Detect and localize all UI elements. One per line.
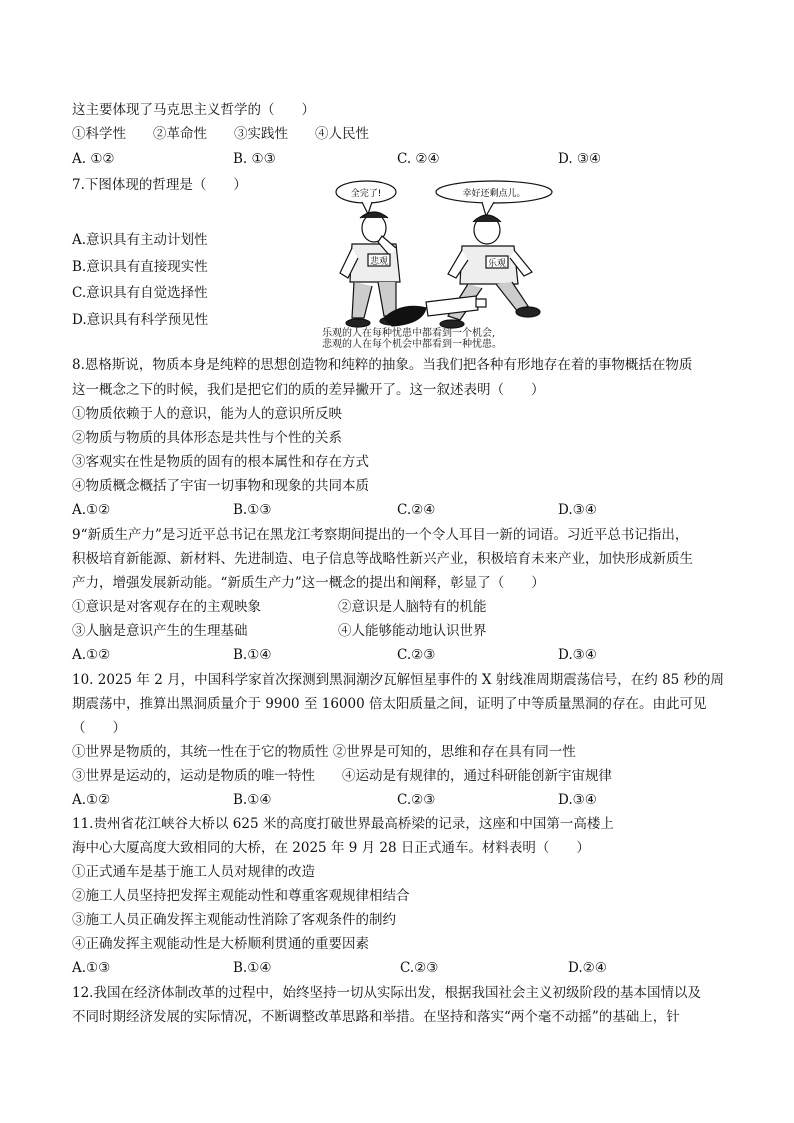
q9-item-1: ①意识是对客观存在的主观映象	[72, 599, 261, 615]
q11-option-a: A.①③	[72, 960, 111, 976]
q11-item-4: ④正确发挥主观能动性是大桥顺利贯通的重要因素	[72, 936, 369, 952]
q11-stem-line-2: 海中心大厦高度大致相同的大桥，在 2025 年 9 月 28 日正式通车。材料表明（ ）	[72, 840, 590, 856]
q7-option-c: C.意识具有自觉选择性	[72, 285, 208, 301]
q7-stem: 7.下图体现的哲理是（ ）	[72, 177, 247, 193]
q8-option-d: D.③④	[558, 502, 597, 518]
optimist-shirt-label: 乐观	[487, 259, 507, 269]
q10-option-d: D.③④	[558, 792, 597, 808]
q10-stem-line-3: （ ）	[72, 720, 126, 736]
q10-stem-line-1: 10. 2025 年 2 月，中国科学家首次探测到黑洞潮汐瓦解恒星事件的 X 射线准周期震荡信号，在约 85 秒的周	[72, 672, 725, 688]
q8-stem-line-2: 这一概念之下的时候，我们是把它们的质的差异撇开了。这一叙述表明（ ）	[72, 382, 545, 398]
pessimist-figure	[340, 212, 404, 327]
q10-option-a: A.①②	[72, 792, 111, 808]
q10-items-line-2: ③世界是运动的，运动是物质的唯一特性 ④运动是有规律的，通过科研能创新宇宙规律	[72, 768, 612, 784]
q7-option-d: D.意识具有科学预见性	[72, 312, 209, 328]
q9-option-a: A.①②	[72, 647, 111, 663]
q8-option-b: B.①③	[233, 502, 272, 518]
left-speech-bubble	[336, 181, 396, 214]
q9-item-3: ③人脑是意识产生的生理基础	[72, 623, 248, 639]
q7-option-b: B.意识具有直接现实性	[72, 259, 208, 275]
q11-stem-line-1: 11.贵州省花江峡谷大桥以 625 米的高度打破世界最高桥梁的记录，这座和中国第一高楼上	[72, 816, 614, 832]
q7-cartoon	[322, 178, 722, 348]
q8-option-a: A.①②	[72, 502, 111, 518]
q11-item-3: ③施工人员正确发挥主观能动性消除了客观条件的制约	[72, 912, 396, 928]
pessimist-shirt-label: 悲观	[369, 257, 389, 267]
q9-stem-line-1: 9“新质生产力”是习近平总书记在黑龙江考察期间提出的一个令人耳目一新的词语。习近平总书记指出，	[72, 527, 689, 543]
q10-option-b: B.①④	[233, 792, 272, 808]
q8-item-2: ②物质与物质的具体形态是共性与个性的关系	[72, 430, 342, 446]
q11-option-b: B.①④	[233, 960, 272, 976]
q6-statements: ①科学性 ②革命性 ③实践性 ④人民性	[72, 126, 369, 142]
q10-items-line-1: ①世界是物质的，其统一性在于它的物质性 ②世界是可知的，思维和存在具有同一性	[72, 744, 576, 760]
q9-stem-line-3: 产力，增强发展新动能。“新质生产力”这一概念的提出和阐释，彰显了（ ）	[72, 575, 545, 591]
q6-stem-continuation: 这主要体现了马克思主义哲学的（ ）	[72, 102, 315, 118]
q8-item-3: ③客观实在性是物质的固有的根本属性和存在方式	[72, 454, 369, 470]
q11-option-c: C.②③	[400, 960, 439, 976]
q10-stem-line-2: 期震荡中，推算出黑洞质量介于 9900 至 16000 倍太阳质量之间，证明了中等质量黑洞的存在。由此可见	[72, 696, 707, 712]
q12-stem-line-1: 12.我国在经济体制改革的过程中，始终坚持一切从实际出发，根据我国社会主义初级阶段的基本国情以及	[72, 985, 701, 1001]
q7-option-a: A.意识具有主动计划性	[72, 232, 208, 248]
q9-option-b: B.①④	[233, 647, 272, 663]
cartoon-caption-line-1: 乐观的人在每种忧患中都看到一个机会,	[322, 328, 496, 339]
q12-stem-line-2: 不同时期经济发展的实际情况，不断调整改革思路和举措。在坚持和落实“两个毫不动摇”的基础上，针	[72, 1009, 680, 1025]
q6-option-a: A. ①②	[72, 151, 115, 167]
right-bubble-text: 幸好还剩点儿。	[462, 189, 526, 199]
q9-stem-line-2: 积极培育新能源、新材料、先进制造、电子信息等战略性新兴产业，积极培育未来产业，加快形成新质生	[72, 551, 693, 567]
q6-option-d: D. ③④	[558, 151, 602, 167]
q8-item-4: ④物质概念概括了宇宙一切事物和现象的共同本质	[72, 478, 369, 494]
spilled-bottle	[384, 296, 486, 326]
q10-option-c: C.②③	[397, 792, 436, 808]
q6-option-b: B. ①③	[233, 151, 276, 167]
q6-option-c: C. ②④	[397, 151, 440, 167]
q8-option-c: C.②④	[397, 502, 436, 518]
right-speech-bubble	[436, 181, 552, 216]
q8-stem-line-1: 8.恩格斯说，物质本身是纯粹的思想创造物和纯粹的抽象。当我们把各种有形地存在着的事物概括在物质	[72, 357, 693, 373]
q11-option-d: D.②④	[568, 960, 607, 976]
q11-item-2: ②施工人员坚持把发挥主观能动性和尊重客观规律相结合	[72, 888, 410, 904]
cartoon-caption-line-2: 悲观的人在每个机会中都看到一种忧患。	[322, 339, 502, 348]
q9-item-2: ②意识是人脑特有的机能	[338, 599, 487, 615]
q9-option-d: D.③④	[558, 647, 597, 663]
q9-option-c: C.②③	[397, 647, 436, 663]
q11-item-1: ①正式通车是基于施工人员对规律的改造	[72, 864, 315, 880]
q8-item-1: ①物质依赖于人的意识，能为人的意识所反映	[72, 406, 342, 422]
left-bubble-text: 全完了!	[350, 189, 382, 199]
q9-item-4: ④人能够能动地认识世界	[338, 623, 487, 639]
